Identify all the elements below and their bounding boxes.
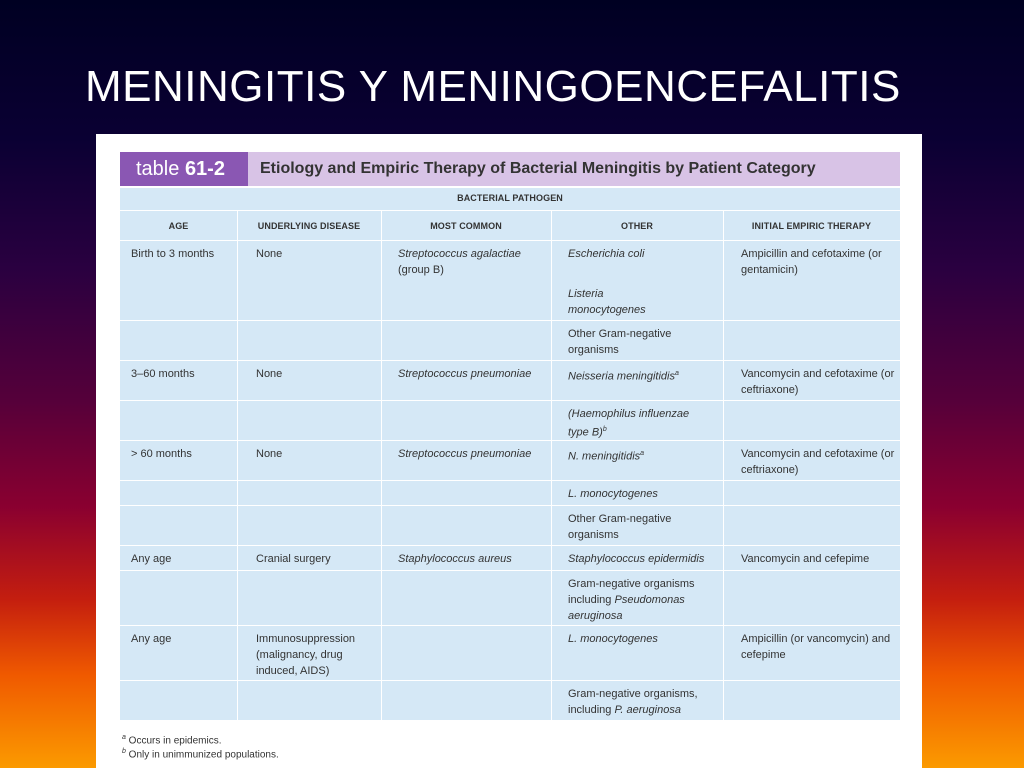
footnote-text: Occurs in epidemics. xyxy=(125,735,222,747)
cell-age: Birth to 3 months xyxy=(131,248,215,260)
cell-most-common-organism: Streptococcus agalactiae xyxy=(398,248,521,260)
cell-disease: None xyxy=(256,368,283,380)
cell-most-common: Staphylococcus aureus xyxy=(398,553,512,565)
table-number-prefix: table xyxy=(136,158,185,180)
cell-most-common xyxy=(398,246,548,278)
cell-age: Any age xyxy=(131,553,172,565)
cell-other: L. monocytogenes xyxy=(568,633,658,645)
cell-therapy: Vancomycin and cefepime xyxy=(741,553,870,565)
cell-age: 3–60 months xyxy=(131,368,195,380)
table-number-badge xyxy=(120,152,248,186)
col-header-age: AGE xyxy=(168,221,189,231)
footnote-text: Only in unimmunized populations. xyxy=(125,749,279,761)
table-document xyxy=(96,134,922,768)
cell-most-common: Streptococcus pneumoniae xyxy=(398,448,532,460)
cell-therapy: Ampicillin and cefotaxime (or gentamicin) xyxy=(741,248,882,276)
footnote-a xyxy=(122,734,222,746)
table-header-bar xyxy=(120,152,900,186)
footnote-mark: b xyxy=(602,426,607,433)
cell-disease: None xyxy=(256,248,283,260)
col-header-most-common: MOST COMMON xyxy=(430,221,502,231)
footnote-mark: a xyxy=(675,370,679,377)
data-table xyxy=(120,188,900,720)
cell-other-line: Gram-negative organisms, including xyxy=(568,688,698,716)
cell-most-common-group: (group B) xyxy=(398,264,444,276)
cell-other-organism: P. aeruginosa xyxy=(614,704,681,716)
cell-age: Any age xyxy=(131,633,172,645)
cell-other xyxy=(568,576,708,624)
cell-disease: Cranial surgery xyxy=(256,553,331,565)
cell-other xyxy=(568,286,718,318)
cell-therapy: Vancomycin and cefotaxime (or ceftriaxone) xyxy=(741,368,895,396)
footnote-mark: a xyxy=(122,734,126,741)
cell-other xyxy=(568,366,718,385)
cell-age: > 60 months xyxy=(131,448,192,460)
cell-other: Other Gram-negative organisms xyxy=(568,513,672,541)
cell-other xyxy=(568,406,708,441)
cell-other-organism: Neisseria meningitidis xyxy=(568,370,675,383)
footnote-mark: a xyxy=(640,450,645,457)
cell-other xyxy=(568,686,718,718)
cell-other-organism: Pseudomonas aeruginosa xyxy=(568,594,685,622)
col-header-other: OTHER xyxy=(621,221,653,231)
cell-most-common: Streptococcus pneumoniae xyxy=(398,368,532,380)
table-caption: Etiology and Empiric Therapy of Bacterial Meningitis by Patient Category xyxy=(260,160,816,177)
cell-therapy: Ampicillin (or vancomycin) and cefepime xyxy=(741,633,891,661)
cell-other: L. monocytogenes xyxy=(568,488,658,500)
cell-other: Staphylococcus epidermidis xyxy=(568,553,705,565)
cell-other-organism: (Haemophilus influenzae type B) xyxy=(568,408,690,439)
footnote-mark: b xyxy=(122,748,126,755)
cell-other: Other Gram-negative organisms xyxy=(568,328,672,356)
cell-other xyxy=(568,446,718,465)
table-number: 61-2 xyxy=(184,158,225,180)
cell-other: Escherichia coli xyxy=(568,248,645,260)
cell-other-line: Gram-negative organisms including xyxy=(568,578,695,606)
group-header-bacterial-pathogen: BACTERIAL PATHOGEN xyxy=(457,193,563,203)
cell-other-line: Listeria xyxy=(568,288,604,300)
footnote-b xyxy=(122,748,279,760)
col-header-initial-empiric-therapy: INITIAL EMPIRIC THERAPY xyxy=(751,221,872,231)
cell-therapy: Vancomycin and cefotaxime (or ceftriaxone) xyxy=(741,448,895,476)
cell-other-organism: N. meningitidis xyxy=(568,450,641,463)
cell-disease: None xyxy=(256,448,283,460)
cell-disease: Immunosuppression (malignancy, drug induced, AIDS) xyxy=(256,633,356,677)
col-header-underlying-disease: UNDERLYING DISEASE xyxy=(257,221,361,231)
cell-other-line: monocytogenes xyxy=(568,304,646,316)
slide-title: MENINGITIS Y MENINGOENCEFALITIS xyxy=(85,62,901,111)
